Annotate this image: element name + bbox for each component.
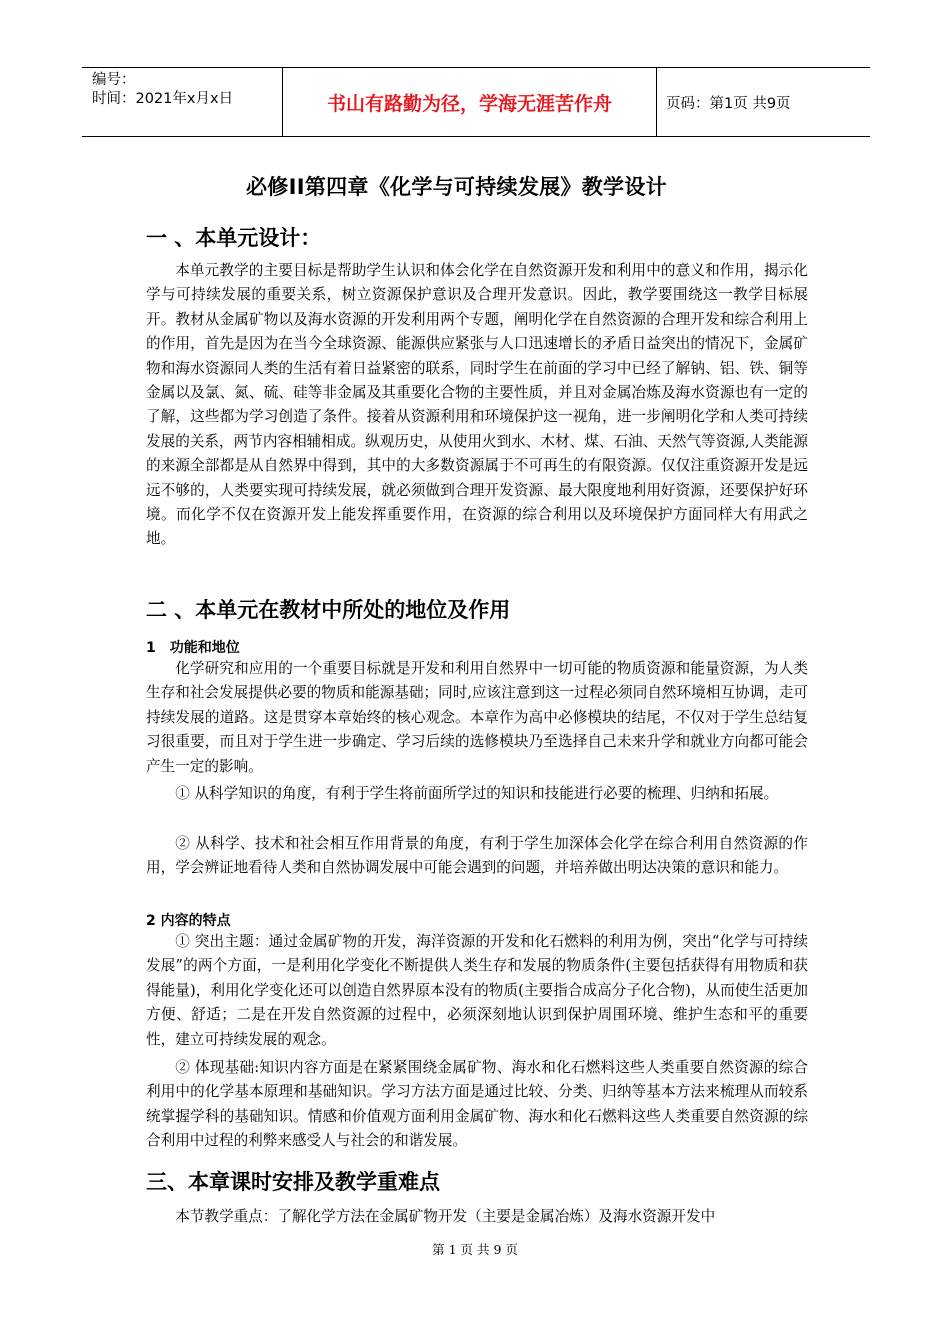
section-2-heading: 二 、本单元在教材中所处的地位及作用 bbox=[146, 598, 511, 622]
section-2-paragraph-4: ① 突出主题：通过金属矿物的开发，海洋资源的开发和化石燃料的利用为例，突出“化学与可持续发展”的两个方面，一是利用化学变化不断提供人类生存和发展的物质条件(主要包括获得有用物质和获得能量)，利用化学变化还可以创造自然界原本没有的物质(主要指合成高分子化合物)，从而使生活更加方便、舒适；二是在开发自然资源的过程中，必须深刻地认识到保护周围环境、维护生态和平的重要性，建立可持续发展的观念。 bbox=[146, 933, 808, 1048]
section-2-paragraph-3: ② 从科学、技术和社会相互作用背景的角度，有利于学生加深体会化学在综合利用自然资源的作用，学会辨证地看待人类和自然协调发展中可能会遇到的问题，并培养做出明达决策的意识和能力。 bbox=[146, 835, 808, 877]
document-title: 必修II第四章《化学与可持续发展》教学设计 bbox=[246, 175, 667, 199]
section-2-paragraph-1: 化学研究和应用的一个重要目标就是开发和利用自然界中一切可能的物质资源和能量资源，为人类生存和社会发展提供必要的物质和能源基础；同时,应该注意到这一过程必须同自然环境相互协调，走可持续发展的道路。这是贯穿本章始终的核心观念。本章作为高中必修模块的结尾，不仅对于学生总结复习很重要，而且对于学生进一步确定、学习后续的选修模块乃至选择自己未来升学和就业方向都可能会产生一定的影响。 bbox=[146, 660, 808, 775]
date-label: 时间：2021年x月x日 bbox=[92, 91, 234, 107]
section-2-paragraph-5: ② 体现基础:知识内容方面是在紧紧围绕金属矿物、海水和化石燃料这些人类重要自然资源的综合利用中的化学基本原理和基础知识。学习方法方面是通过比较、分类、归纳等基本方法来梳理从而较系统掌握学科的基础知识。情感和价值观方面利用金属矿物、海水和化石燃料这些人类重要自然资源的综合利用中过程的利弊来感受人与社会的和谐发展。 bbox=[146, 1059, 808, 1150]
section-3-paragraph: 本节教学重点：了解化学方法在金属矿物开发（主要是金属冶炼）及海水资源开发中 bbox=[175, 1208, 716, 1225]
section-2-paragraph-2: ① 从科学知识的角度，有利于学生将前面所学过的知识和技能进行必要的梳理、归纳和拓展。 bbox=[175, 785, 779, 802]
header-motto: 书山有路勤为径，学海无涯苦作舟 bbox=[282, 68, 657, 136]
section-1-heading: 一 、本单元设计： bbox=[146, 226, 322, 250]
section-3-heading: 三、本章课时安排及教学重难点 bbox=[146, 1170, 440, 1194]
header-meta bbox=[82, 68, 282, 136]
header-page-info: 页码：第1页 共9页 bbox=[666, 95, 791, 112]
section-2-sub-1: 1 功能和地位 bbox=[146, 640, 240, 656]
number-label: 编号： bbox=[92, 72, 136, 88]
header-table bbox=[82, 67, 870, 137]
section-2-sub-2: 2 内容的特点 bbox=[146, 913, 231, 929]
page-footer: 第 1 页 共 9 页 bbox=[432, 1242, 518, 1257]
section-1-paragraph: 本单元教学的主要目标是帮助学生认识和体会化学在自然资源开发和利用中的意义和作用，揭示化学与可持续发展的重要关系，树立资源保护意识及合理开发意识。因此，教学要围绕这一教学目标展开。教材从金属矿物以及海水资源的开发利用两个专题，阐明化学在自然资源的合理开发和综合利用上的作用，首先是因为在当今全球资源、能源供应紧张与人口迅速增长的矛盾日益突出的情况下，金属矿物和海水资源同人类的生活有着日益紧密的联系，同时学生在前面的学习中已经了解钠、铝、铁、铜等金属以及氯、氮、硫、硅等非金属及其重要化合物的主要性质，并且对金属冶炼及海水资源也有一定的了解，这些都为学习创造了条件。接着从资源利用和环境保护这一视角，进一步阐明化学和人类可持续发展的关系，两节内容相辅相成。纵观历史，从使用火到水、木材、煤、石油、天然气等资源,人类能源的来源全部都是从自然界中得到，其中的大多数资源属于不可再生的有限资源。仅仅注重资源开发是远远不够的，人类要实现可持续发展，就必须做到合理开发资源、最大限度地利用好资源，还要保护好环境。而化学不仅在资源开发上能发挥重要作用，在资源的综合利用以及环境保护方面同样大有用武之地。 bbox=[146, 262, 808, 548]
